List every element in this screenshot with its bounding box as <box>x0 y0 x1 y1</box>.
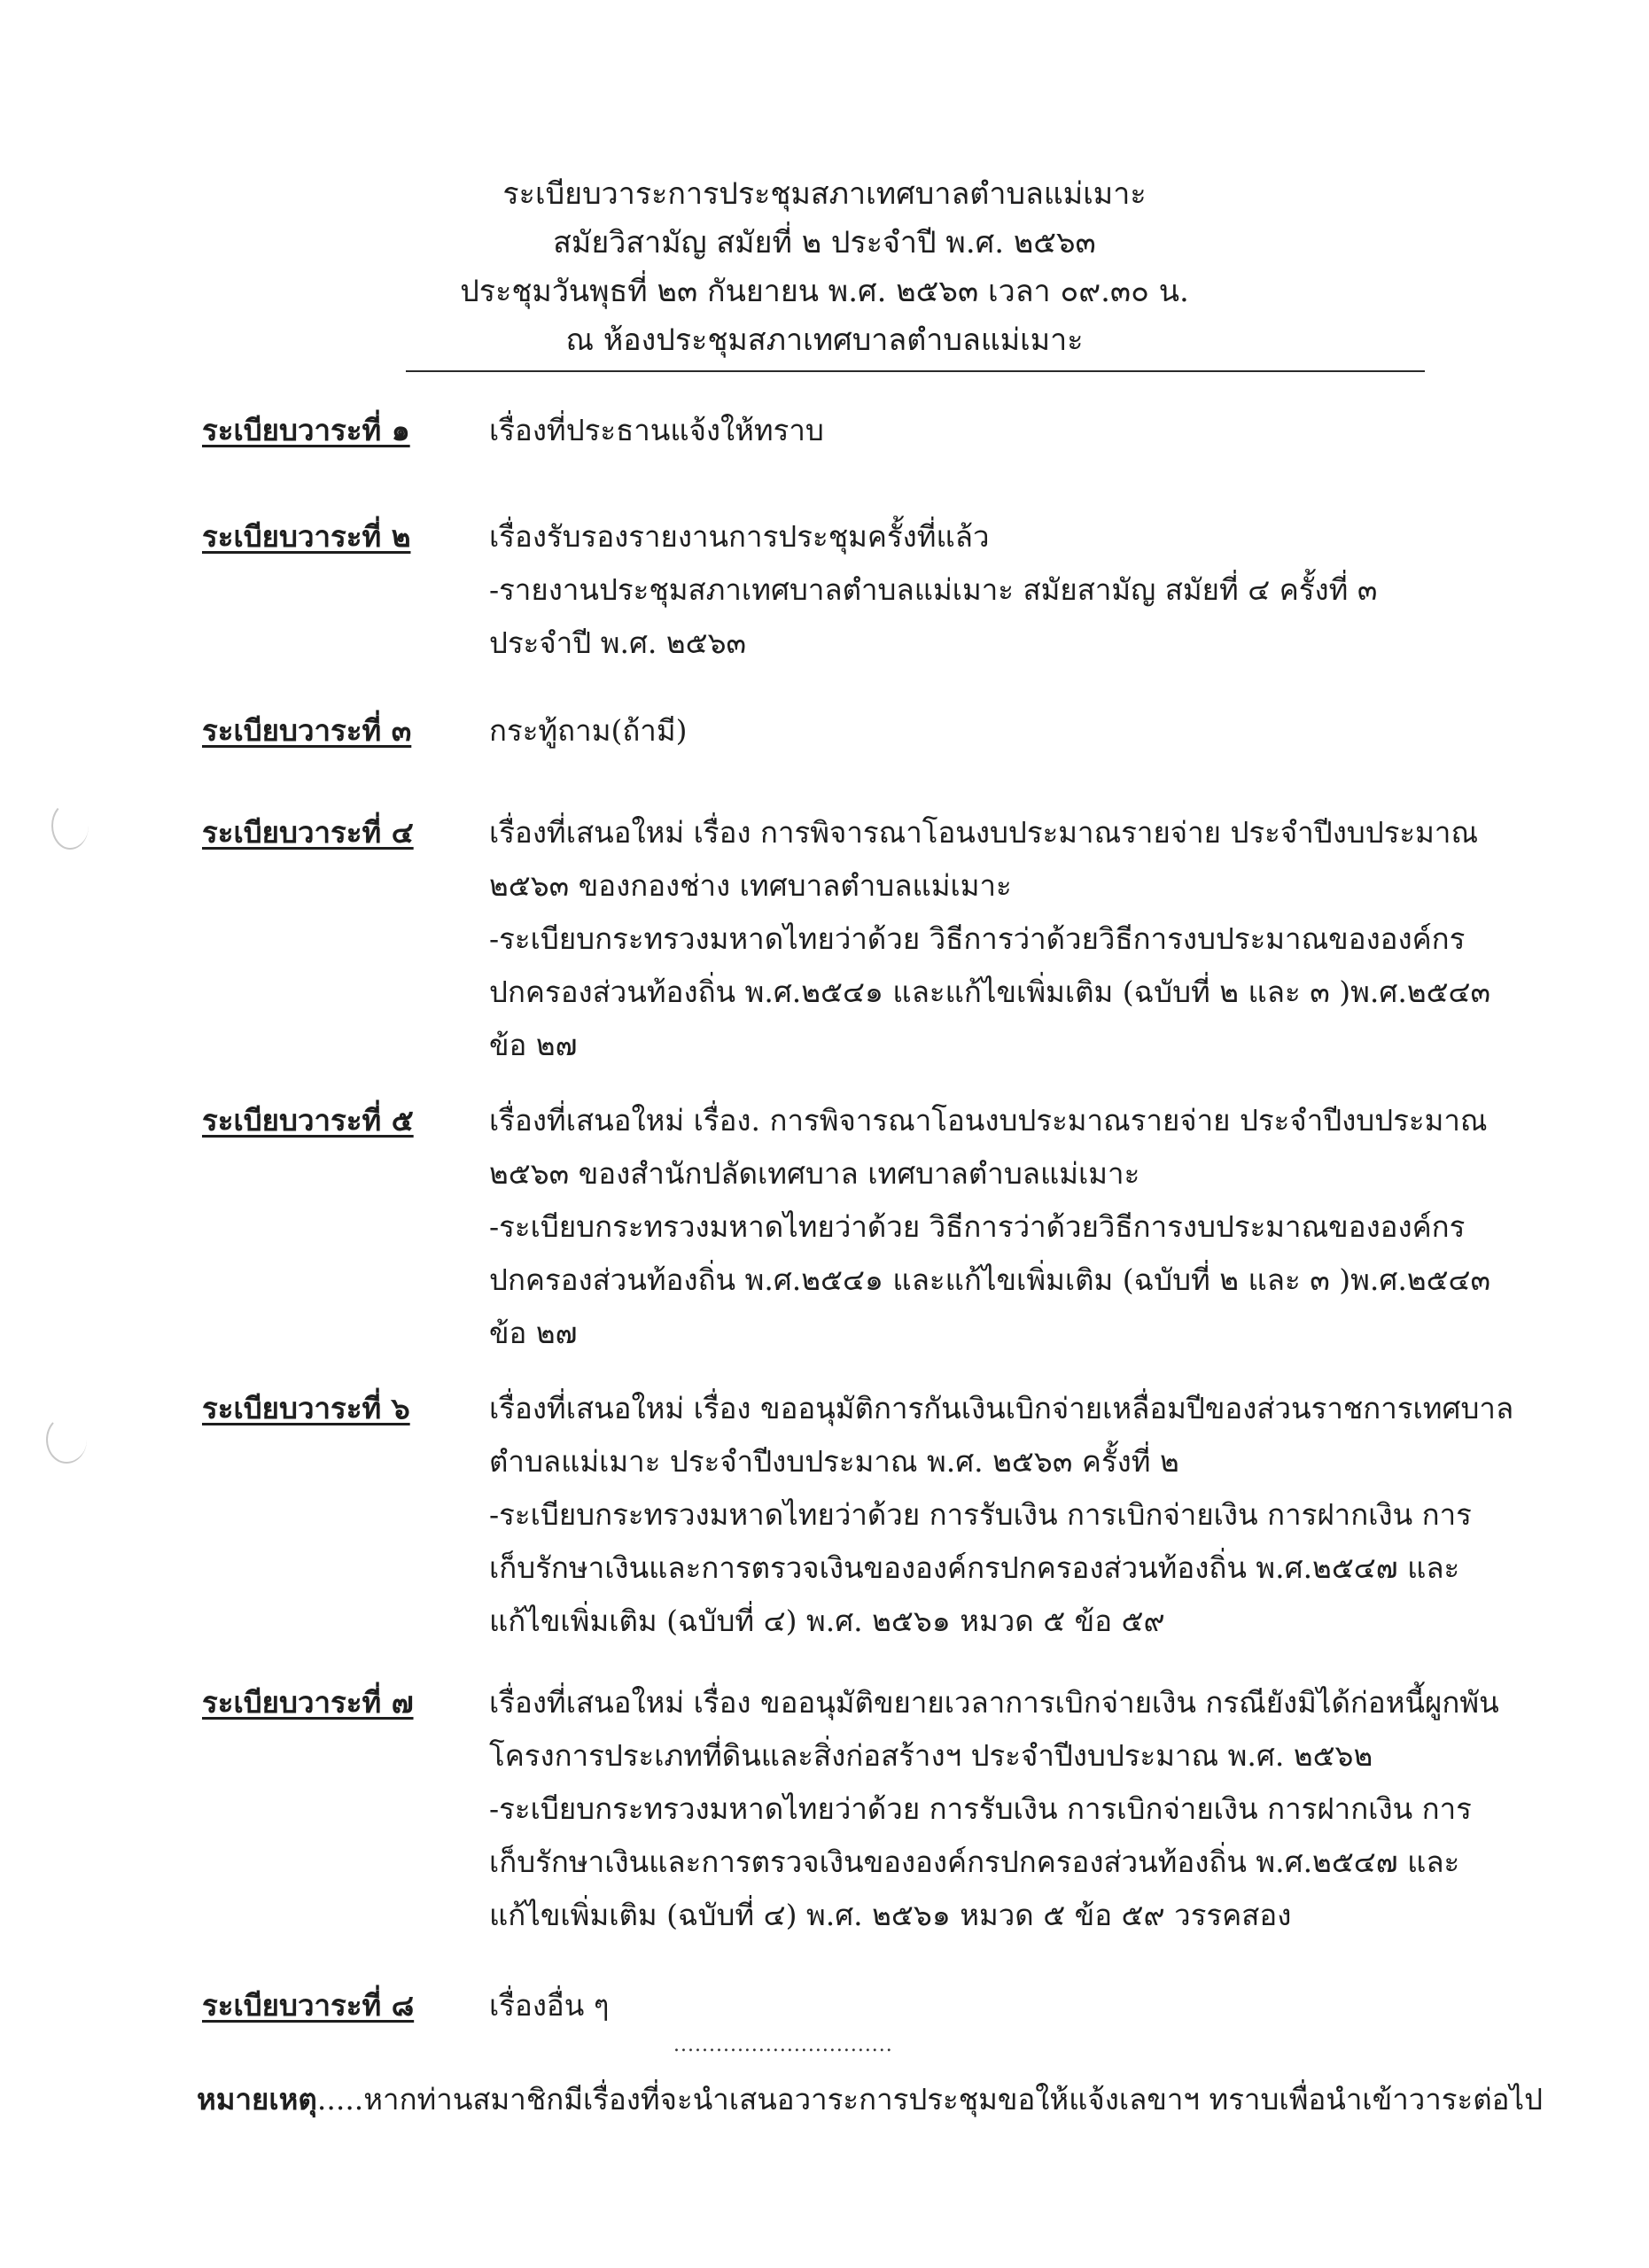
document-header <box>0 170 1649 365</box>
agenda-line: -ระเบียบกระทรวงมหาดไทยว่าด้วย การรับเงิน การเบิกจ่ายเงิน การฝากเงิน การ <box>489 1791 1472 1826</box>
dotted-divider: ............................... <box>673 2034 893 2056</box>
agenda-line: -รายงานประชุมสภาเทศบาลตำบลแม่เมาะ สมัยสามัญ สมัยที่ ๔ ครั้งที่ ๓ <box>489 572 1378 607</box>
agenda-line: เรื่องอื่น ๆ <box>489 1988 610 2023</box>
agenda-item-body <box>489 1382 1514 1648</box>
agenda-line: ประจำปี พ.ศ. ๒๕๖๓ <box>489 625 747 660</box>
agenda-item-label: ระเบียบวาระที่ ๔ <box>202 815 414 850</box>
agenda-item-label: ระเบียบวาระที่ ๖ <box>202 1391 410 1425</box>
footnote-text: .....หากท่านสมาชิกมีเรื่องที่จะนำเสนอวาระการประชุมขอให้แจ้งเลขาฯ ทราบเพื่อนำเข้าวาระต่อไป <box>316 2082 1544 2117</box>
agenda-line: โครงการประเภทที่ดินและสิ่งก่อสร้างฯ ประจำปีงบประมาณ พ.ศ. ๒๕๖๒ <box>489 1738 1373 1773</box>
agenda-line: ข้อ ๒๗ <box>489 1028 578 1062</box>
agenda-item-label: ระเบียบวาระที่ ๒ <box>202 519 411 554</box>
agenda-item-label: ระเบียบวาระที่ ๓ <box>202 713 412 748</box>
agenda-line: ปกครองส่วนท้องถิ่น พ.ศ.๒๕๔๑ และแก้ไขเพิ่มเติม (ฉบับที่ ๒ และ ๓ )พ.ศ.๒๕๔๓ <box>489 1262 1491 1297</box>
agenda-line: แก้ไขเพิ่มเติม (ฉบับที่ ๔) พ.ศ. ๒๕๖๑ หมวด ๕ ข้อ ๕๙ วรรคสอง <box>489 1898 1292 1932</box>
agenda-line: เรื่องรับรองรายงานการประชุมครั้งที่แล้ว <box>489 519 990 554</box>
agenda-item-body <box>489 404 1464 457</box>
agenda-line: เรื่องที่เสนอใหม่ เรื่อง. การพิจารณาโอนงบประมาณรายจ่าย ประจำปีงบประมาณ <box>489 1103 1488 1138</box>
scan-artifact <box>46 1416 87 1464</box>
agenda-item-label: ระเบียบวาระที่ ๑ <box>202 413 410 447</box>
agenda-line: -ระเบียบกระทรวงมหาดไทยว่าด้วย การรับเงิน การเบิกจ่ายเงิน การฝากเงิน การ <box>489 1497 1472 1532</box>
agenda-line: แก้ไขเพิ่มเติม (ฉบับที่ ๔) พ.ศ. ๒๕๖๑ หมวด ๕ ข้อ ๕๙ <box>489 1604 1165 1638</box>
agenda-line: เก็บรักษาเงินและการตรวจเงินขององค์กรปกครองส่วนท้องถิ่น พ.ศ.๒๕๔๗ และ <box>489 1845 1460 1879</box>
scan-artifact <box>51 802 89 850</box>
agenda-line: -ระเบียบกระทรวงมหาดไทยว่าด้วย วิธีการว่าด้วยวิธีการงบประมาณขององค์กร <box>489 1209 1466 1244</box>
agenda-item-label: ระเบียบวาระที่ ๕ <box>202 1103 414 1138</box>
header-date-time: ประชุมวันพุธที่ ๒๓ กันยายน พ.ศ. ๒๕๖๓ เวลา ๐๙.๓๐ น. <box>460 274 1189 309</box>
agenda-line: -ระเบียบกระทรวงมหาดไทยว่าด้วย วิธีการว่าด้วยวิธีการงบประมาณขององค์กร <box>489 921 1466 956</box>
agenda-item-label: ระเบียบวาระที่ ๗ <box>202 1685 414 1720</box>
agenda-item-body <box>489 704 1464 757</box>
agenda-item-body <box>489 1979 1464 2032</box>
agenda-line: ๒๕๖๓ ของสำนักปลัดเทศบาล เทศบาลตำบลแม่เมาะ <box>489 1156 1140 1191</box>
footnote-label: หมายเหตุ <box>197 2082 317 2117</box>
header-session: สมัยวิสามัญ สมัยที่ ๒ ประจำปี พ.ศ. ๒๕๖๓ <box>553 225 1096 260</box>
agenda-line: ตำบลแม่เมาะ ประจำปีงบประมาณ พ.ศ. ๒๕๖๓ ครั้งที่ ๒ <box>489 1444 1179 1479</box>
agenda-line: ข้อ ๒๗ <box>489 1316 578 1350</box>
agenda-line: เรื่องที่เสนอใหม่ เรื่อง การพิจารณาโอนงบประมาณรายจ่าย ประจำปีงบประมาณ <box>489 815 1479 850</box>
header-venue: ณ ห้องประชุมสภาเทศบาลตำบลแม่เมาะ <box>565 322 1084 358</box>
agenda-item-body <box>489 510 1464 670</box>
agenda-line: ๒๕๖๓ ของกองช่าง เทศบาลตำบลแม่เมาะ <box>489 868 1012 903</box>
agenda-item-body <box>489 806 1491 1072</box>
agenda-item-body <box>489 1676 1499 1942</box>
agenda-line: กระทู้ถาม(ถ้ามี) <box>489 713 688 748</box>
agenda-line: เรื่องที่เสนอใหม่ เรื่อง ขออนุมัติขยายเวลาการเบิกจ่ายเงิน กรณียังมิได้ก่อหนี้ผูกพัน <box>489 1685 1499 1720</box>
agenda-line: เรื่องที่เสนอใหม่ เรื่อง ขออนุมัติการกันเงินเบิกจ่ายเหลื่อมปีของส่วนราชการเทศบาล <box>489 1391 1514 1425</box>
header-divider <box>406 370 1425 372</box>
agenda-line: ปกครองส่วนท้องถิ่น พ.ศ.๒๕๔๑ และแก้ไขเพิ่มเติม (ฉบับที่ ๒ และ ๓ )พ.ศ.๒๕๔๓ <box>489 975 1491 1009</box>
footnote <box>197 2073 1543 2126</box>
agenda-item-label: ระเบียบวาระที่ ๘ <box>202 1988 415 2023</box>
header-title: ระเบียบวาระการประชุมสภาเทศบาลตำบลแม่เมาะ <box>502 176 1147 212</box>
agenda-line: เก็บรักษาเงินและการตรวจเงินขององค์กรปกครองส่วนท้องถิ่น พ.ศ.๒๕๔๗ และ <box>489 1550 1460 1585</box>
agenda-line: เรื่องที่ประธานแจ้งให้ทราบ <box>489 413 824 447</box>
agenda-item-body <box>489 1094 1491 1360</box>
